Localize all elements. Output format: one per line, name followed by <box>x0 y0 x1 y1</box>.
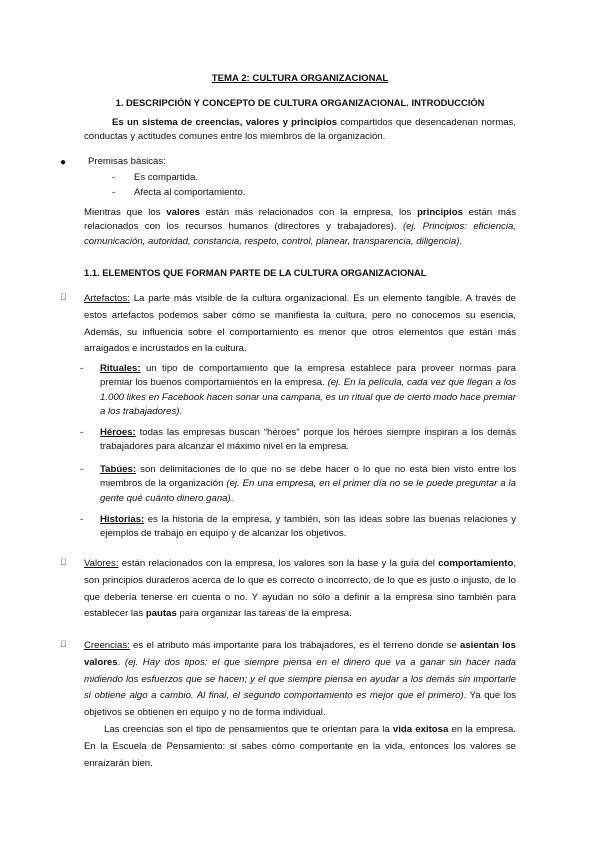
creencias-second-paragraph <box>84 722 516 772</box>
heroes-paragraph <box>100 426 516 455</box>
text-run: es el atributo más importante para los trabajadores, es el terreno donde se <box>129 640 461 651</box>
text-run: Las creencias son el tipo de pensamientos que te orientan para la <box>104 724 393 735</box>
term-label: Rituales: <box>100 363 141 374</box>
bold-run: valores <box>166 207 200 218</box>
text-run: están relacionados con la empresa, los valores son la base y la guía del <box>118 558 439 569</box>
text-run: en la empresa. En la Escuela de Pensamiento: si sabes cómo comportante en la vida, entonces los valores se enraizarán bien. <box>84 724 516 769</box>
section-heading-1: 1. DESCRIPCIÓN Y CONCEPTO DE CULTURA ORGANIZACIONAL. INTRODUCCIÓN <box>115 97 485 108</box>
bold-run: asientan los valores <box>84 640 517 668</box>
text-run: todas las empresas buscan “héroes” porque los héroes siempre inspiran a los demás trabajadores para alcanzar el máximo nivel en la empresa. <box>100 427 516 453</box>
section-heading-1-1: 1.1. ELEMENTOS QUE FORMAN PARTE DE LA CULTURA ORGANIZACIONAL <box>84 267 427 278</box>
square-bullet-icon <box>60 556 67 570</box>
intro-lead: Es un sistema de creencias, valores y principios <box>112 117 338 128</box>
example-run: (ej. En una empresa, en el primer día no se le puede preguntar a la gente qué cuánto dinero gana) <box>100 478 516 504</box>
intro-rest: compartidos que desencadenan normas, conductas y actitudes comunes entre los miembros de la organización. <box>84 117 516 143</box>
text-run: son delimitaciones de lo que no se debe hacer o lo que no está bien visto entre los miembros de la organización <box>100 464 516 490</box>
term-label: Historias: <box>100 514 145 525</box>
valores-paragraph <box>84 556 516 623</box>
square-bullet-icon <box>60 291 67 305</box>
dash-marker: - <box>112 172 116 183</box>
text-run: están más relacionados con la empresa, los <box>199 207 418 218</box>
term-label: Artefactos: <box>84 293 130 304</box>
text-run: , son principios duraderos acerca de lo que es correcto o incorrecto, de lo que es justo o injusto, de lo que debería tenerse en cuenta o no. Y ayudan no sólo a definir a la empresa sino también para establecer las <box>84 558 516 620</box>
text-run: . <box>179 406 183 418</box>
valores-principios-paragraph <box>84 206 516 249</box>
artefactos-paragraph <box>84 291 516 358</box>
bold-run: principios <box>417 207 463 218</box>
bold-run: vida exitosa <box>392 724 449 735</box>
example-run: (ej. Principios: eficiencia, comunicación, autoridad, constancia, respeto, control, planear, transparencia, diligencia) <box>84 221 516 247</box>
example-run: (ej. En la película, cada vez que llegan a los 1.000 likes en Facebook hacen sonar una campana, es un ritual que de cierto modo hace premiar a los trabajadores) <box>100 377 516 418</box>
text-run: La parte más visible de la cultura organizacional. Es un elemento tangible. A través de estos artefactos podemos saber cómo se manifiesta la cultura, pero no conocemos su esencia, Además, su influencia sobre el comportamiento es menor que otros elementos que están más arraigados e incrustados en la cultura. <box>84 293 516 355</box>
dash-marker: - <box>80 363 84 374</box>
premisa-text: Afecta al comportamiento. <box>134 187 246 198</box>
premisa-text: Es compartida. <box>134 172 198 183</box>
bold-run: comportamiento <box>438 558 514 569</box>
text-run: para organizar las tareas de la empresa. <box>176 608 352 620</box>
text-run: . <box>117 656 125 668</box>
text-run: un tipo de comportamiento que la empresa establece para proveer normas para premiar los buenos comportamientos en la empresa. <box>100 363 516 389</box>
example-run: (ej. Hay dos tipos: el que siempre piensa en el dinero que va a ganar sin hacer nada midiendo los esfuerzos que se hacen; y el que siempre piensa en ayudar a los demás sin importarle si obtiene algo a cambio. Al final, el segundo comportamiento es mejor que el primero) <box>84 656 516 702</box>
premisas-label: Premisas básicas: <box>88 156 166 167</box>
rituales-paragraph <box>100 362 516 420</box>
text-run: es la historia de la empresa, y también, son las ideas sobre las buenas relaciones y ejemplos de trabajo en equipo y de alcanzar los objetivos. <box>100 514 516 540</box>
text-run: . <box>459 235 463 247</box>
intro-paragraph <box>84 116 516 145</box>
bullet-icon: ● <box>60 157 67 168</box>
bold-run: pautas <box>145 608 177 620</box>
term-label: Valores: <box>84 558 119 569</box>
text-run: están más relacionados con los recursos humanos (directores y trabajadores). <box>84 207 516 233</box>
dash-marker: - <box>80 427 84 438</box>
historias-paragraph <box>100 513 516 542</box>
document-title: TEMA 2: CULTURA ORGANIZACIONAL <box>211 73 389 84</box>
term-label: Tabúes: <box>100 464 137 475</box>
text-run: . <box>230 492 234 504</box>
text-run: . Ya que los objetivos se obtienen en equipo y no de forma individual. <box>84 690 516 719</box>
square-bullet-icon <box>60 638 67 652</box>
term-label: Héroes: <box>100 427 136 438</box>
term-label: Creencias: <box>84 640 130 651</box>
tabues-paragraph <box>100 463 516 506</box>
creencias-paragraph <box>84 638 516 722</box>
dash-marker: - <box>112 187 116 198</box>
dash-marker: - <box>80 464 84 475</box>
text-run: Mientras que los <box>84 207 167 218</box>
dash-marker: - <box>80 514 84 525</box>
